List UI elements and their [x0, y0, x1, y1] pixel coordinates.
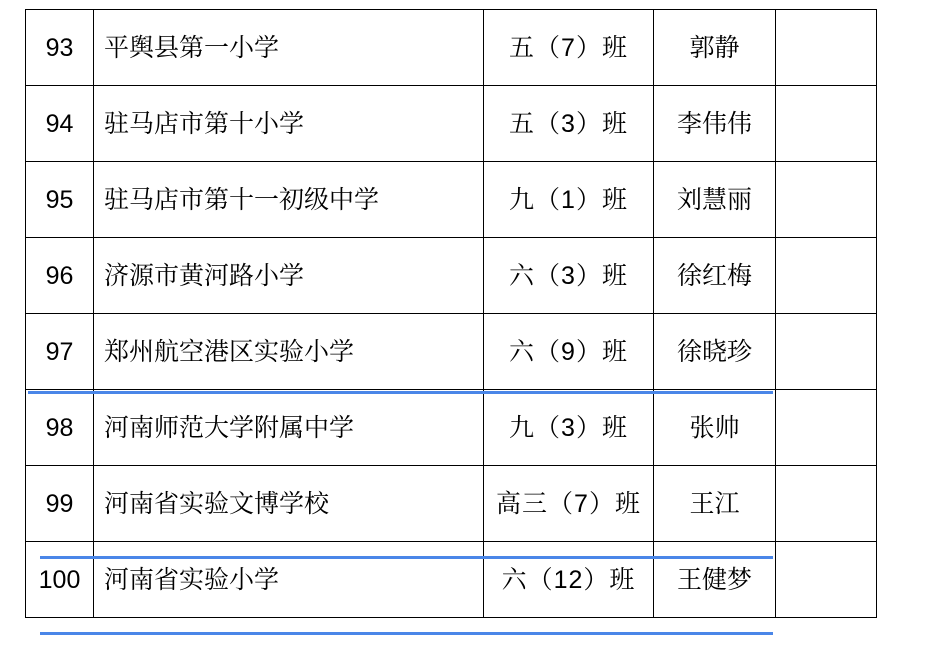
cell-blank: [776, 162, 877, 238]
cell-number: 98: [26, 390, 94, 466]
cell-school: 河南省实验文博学校: [94, 466, 484, 542]
table-row: [26, 542, 877, 618]
table-row: [26, 86, 877, 162]
cell-number: 97: [26, 314, 94, 390]
cell-name: 张帅: [654, 390, 776, 466]
cell-class: 六（12）班: [484, 542, 654, 618]
cell-name: 徐晓珍: [654, 314, 776, 390]
cell-number: 99: [26, 466, 94, 542]
table-row: [26, 466, 877, 542]
cell-blank: [776, 314, 877, 390]
table-row: [26, 10, 877, 86]
table-row: [26, 162, 877, 238]
cell-name: 郭静: [654, 10, 776, 86]
cell-school: 河南省实验小学: [94, 542, 484, 618]
cell-class: 五（7）班: [484, 10, 654, 86]
cell-number: 94: [26, 86, 94, 162]
document-page: [0, 9, 925, 666]
cell-blank: [776, 542, 877, 618]
cell-number: 93: [26, 10, 94, 86]
cell-school: 济源市黄河路小学: [94, 238, 484, 314]
cell-school: 河南师范大学附属中学: [94, 390, 484, 466]
cell-blank: [776, 466, 877, 542]
cell-class: 六（3）班: [484, 238, 654, 314]
cell-number: 95: [26, 162, 94, 238]
cell-class: 九（1）班: [484, 162, 654, 238]
cell-school: 驻马店市第十小学: [94, 86, 484, 162]
table-row: [26, 238, 877, 314]
cell-number: 96: [26, 238, 94, 314]
cell-class: 五（3）班: [484, 86, 654, 162]
cell-name: 李伟伟: [654, 86, 776, 162]
cell-blank: [776, 10, 877, 86]
cell-number: 100: [26, 542, 94, 618]
cell-class: 高三（7）班: [484, 466, 654, 542]
roster-table-body: [26, 10, 877, 618]
cell-school: 郑州航空港区实验小学: [94, 314, 484, 390]
cell-school: 平舆县第一小学: [94, 10, 484, 86]
roster-table: [25, 9, 877, 618]
table-row: [26, 314, 877, 390]
cell-blank: [776, 238, 877, 314]
cell-name: 刘慧丽: [654, 162, 776, 238]
cell-name: 王江: [654, 466, 776, 542]
cell-class: 九（3）班: [484, 390, 654, 466]
cell-name: 王健梦: [654, 542, 776, 618]
cell-blank: [776, 86, 877, 162]
cell-class: 六（9）班: [484, 314, 654, 390]
table-row: [26, 390, 877, 466]
cell-school: 驻马店市第十一初级中学: [94, 162, 484, 238]
highlight-underline: [40, 632, 773, 635]
cell-name: 徐红梅: [654, 238, 776, 314]
cell-blank: [776, 390, 877, 466]
